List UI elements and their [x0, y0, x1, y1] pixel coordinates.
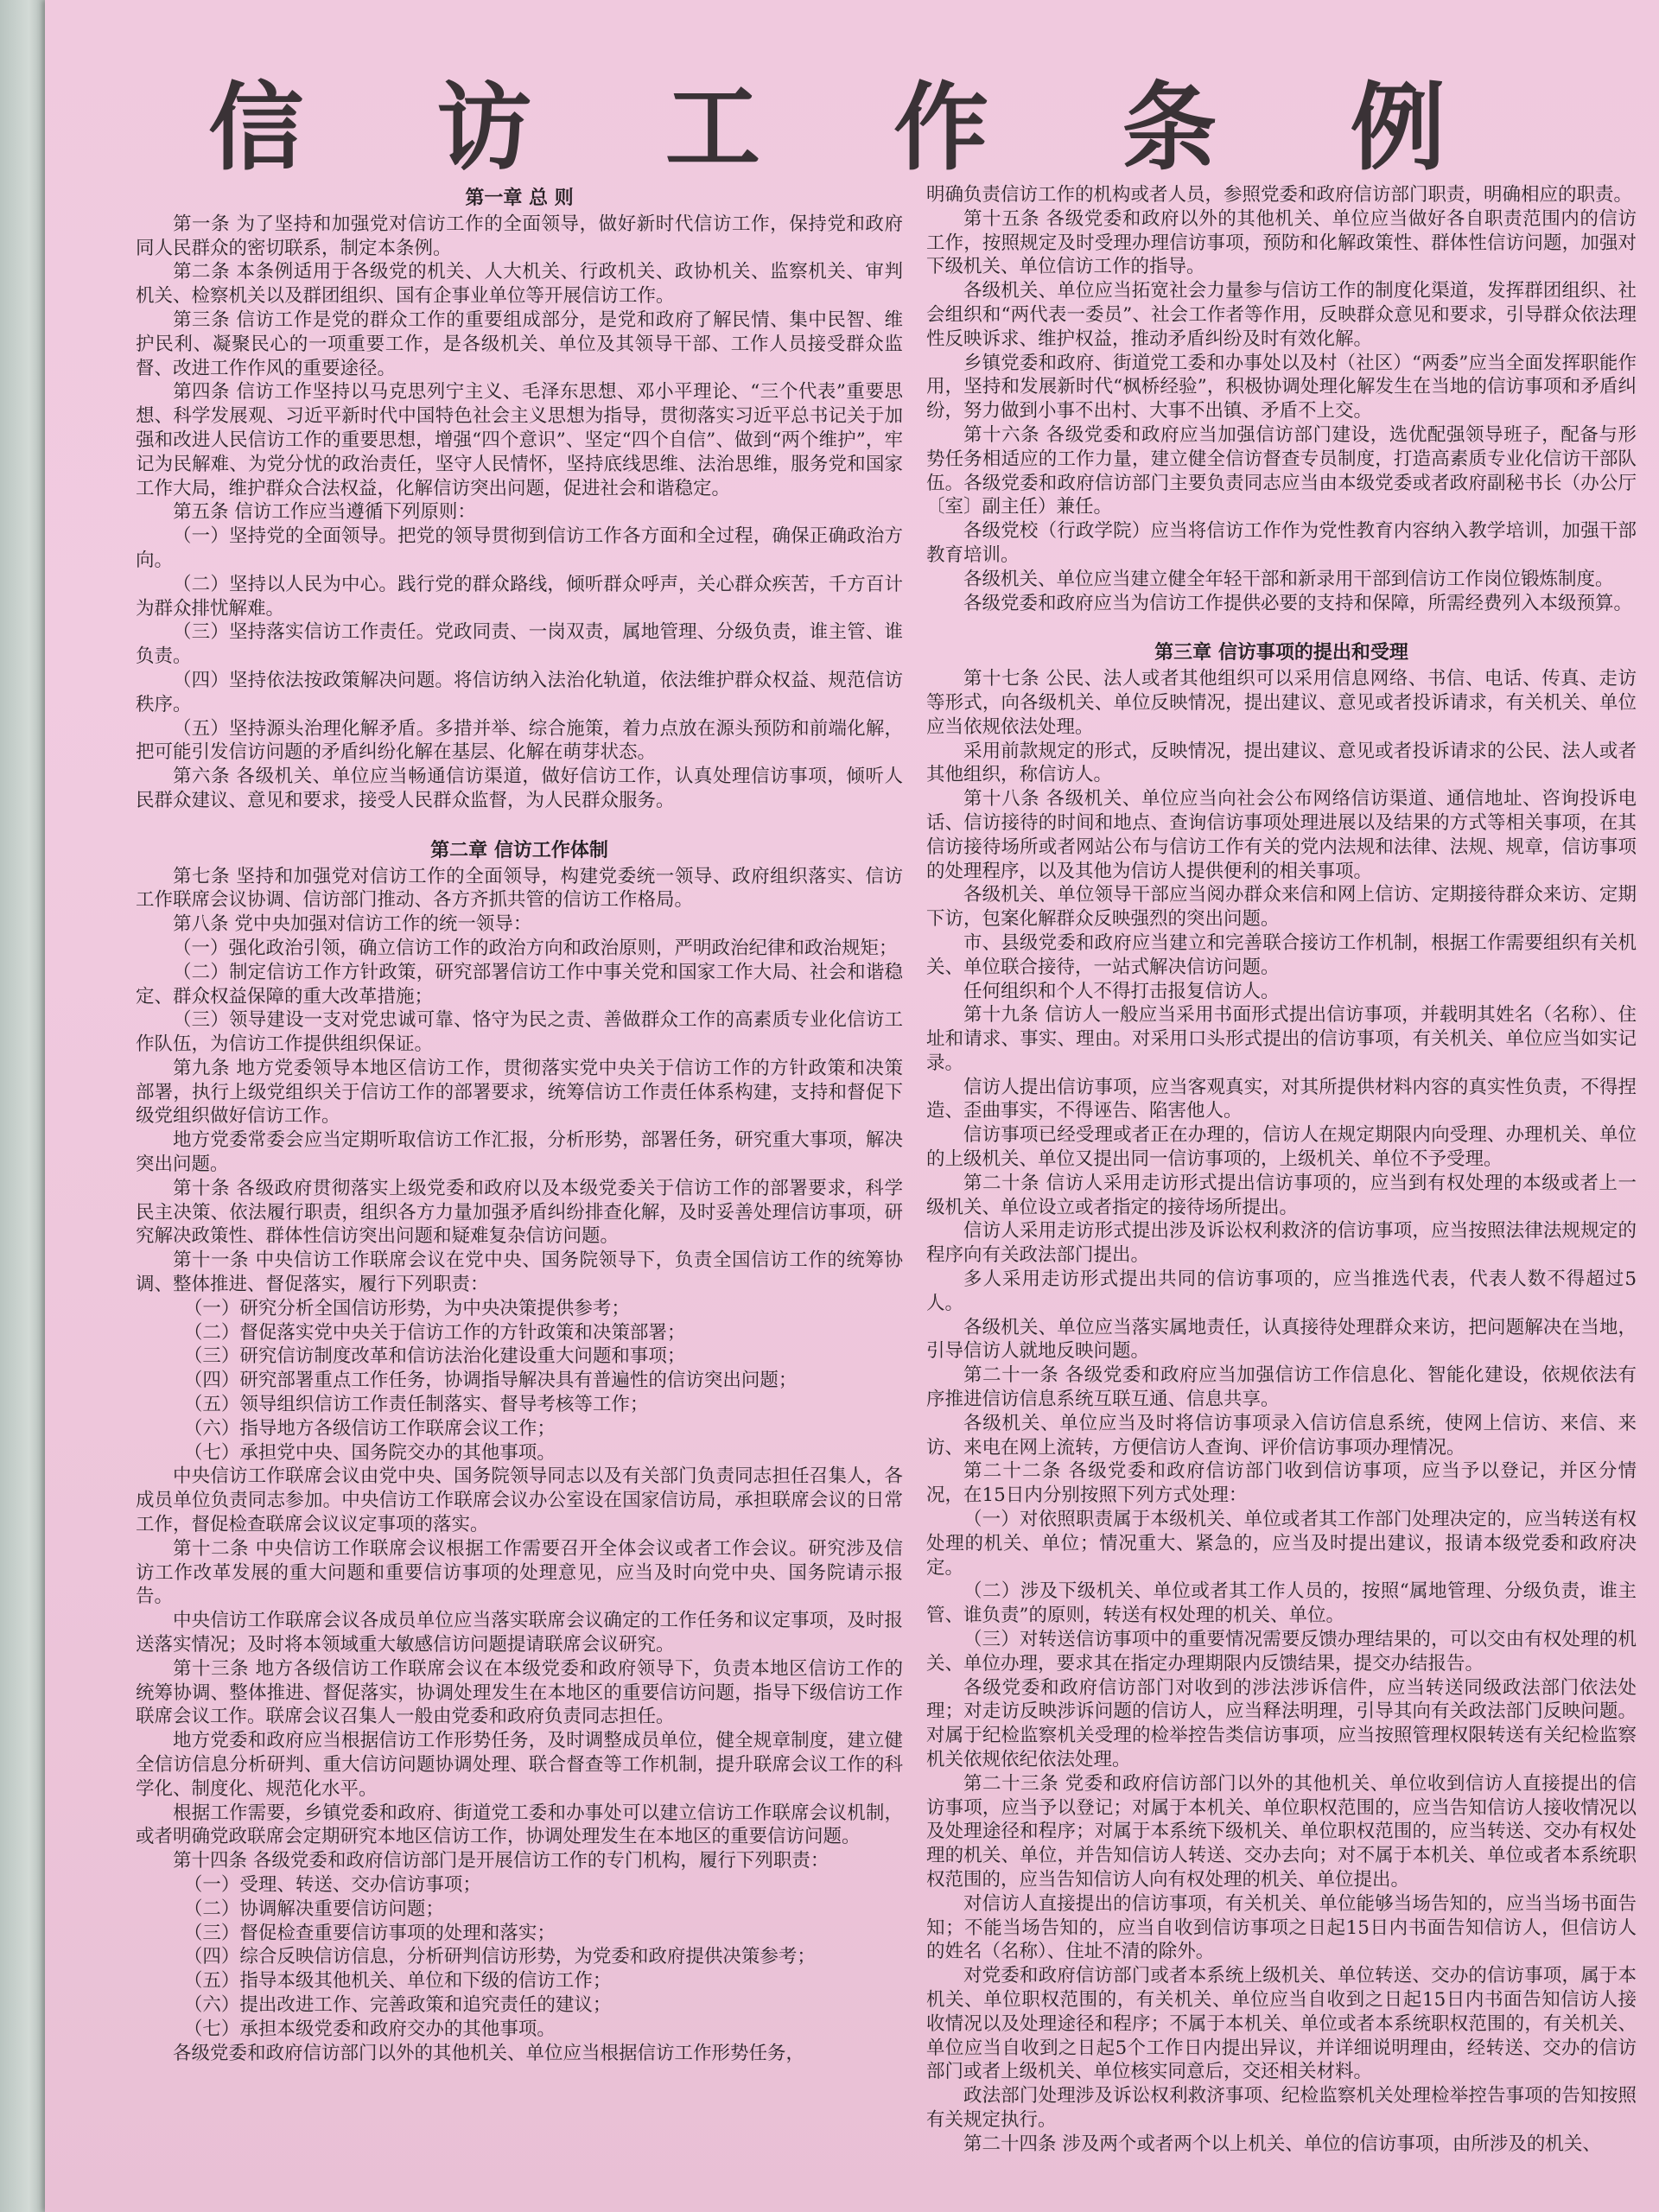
- list-item: （三）对转送信访事项中的重要情况需要反馈办理结果的，可以交由有权处理的机关、单位办理，要求其在指定办理期限内反馈结果，提交办结报告。: [926, 1629, 1637, 1675]
- article-paragraph: 中央信访工作联席会议由党中央、国务院领导同志以及有关部门负责同志担任召集人，各成员单位负责同志参加。中央信访工作联席会议办公室设在国家信访局，承担联席会议的日常工作，督促检查联席会议议定事项的落实。: [136, 1465, 903, 1536]
- list-item: （二）坚持以人民为中心。践行党的群众路线，倾听群众呼声，关心群众疾苦，千方百计为群众排忧解难。: [136, 573, 903, 620]
- article-paragraph: 各级机关、单位应当拓宽社会力量参与信访工作的制度化渠道，发挥群团组织、社会组织和“两代表一委员”、社会工作者等作用，反映群众意见和要求，引导群众依法理性反映诉求、维护权益，推动矛盾纠纷及时有效化解。: [926, 280, 1637, 350]
- article-paragraph: 第十七条 公民、法人或者其他组织可以采用信息网络、书信、电话、传真、走访等形式，向各级机关、单位反映情况，提出建议、意见或者投诉请求，有关机关、单位应当依规依法处理。: [926, 668, 1637, 738]
- list-item: （二）制定信访工作方针政策，研究部署信访工作中事关党和国家工作大局、社会和谐稳定、群众权益保障的重大改革措施；: [136, 961, 903, 1007]
- list-item: （一）对依照职责属于本级机关、单位或者其工作部门处理决定的，应当转送有权处理的机关、单位；情况重大、紧急的，应当及时提出建议，报请本级党委和政府决定。: [926, 1509, 1637, 1579]
- article-paragraph: 第二十三条 党委和政府信访部门以外的其他机关、单位收到信访人直接提出的信访事项，应当予以登记；对属于本机关、单位职权范围的，应当告知信访人接收情况以及处理途径和程序；对属于本系统下级机关、单位职权范围的，应当转送、交办有权处理的机关、单位，并告知信访人转送、交办去向；对不属于本机关、单位或者本系统职权范围的，应当告知信访人向有权处理的机关、单位提出。: [926, 1772, 1637, 1891]
- article-paragraph: 第十四条 各级党委和政府信访部门是开展信访工作的专门机构，履行下列职责：: [173, 1850, 830, 1872]
- article-paragraph: 各级机关、单位领导干部应当阅办群众来信和网上信访、定期接待群众来访、定期下访，包案化解群众反映强烈的突出问题。: [926, 884, 1637, 931]
- article-paragraph: 第二十四条 涉及两个或者两个以上机关、单位的信访事项，由所涉及的机关、: [963, 2133, 1601, 2155]
- list-item: （五）坚持源头治理化解矛盾。多措并举、综合施策，着力点放在源头预防和前端化解，把可能引发信访问题的矛盾纠纷化解在基层、化解在萌芽状态。: [136, 717, 903, 764]
- article-paragraph: 各级党委和政府信访部门以外的其他机关、单位应当根据信访工作形势任务，: [173, 2042, 805, 2064]
- poster-title: 信 访 工 作 条 例: [208, 72, 1496, 183]
- article-paragraph: 各级党委和政府应当为信访工作提供必要的支持和保障，所需经费列入本级预算。: [963, 592, 1633, 614]
- article-paragraph: 任何组织和个人不得打击报复信访人。: [963, 980, 1280, 1002]
- article-paragraph: 第二条 本条例适用于各级党的机关、人大机关、行政机关、政协机关、监察机关、审判机关、检察机关以及群团组织、国有企事业单位等开展信访工作。: [136, 261, 903, 308]
- article-paragraph: 根据工作需要，乡镇党委和政府、街道党工委和办事处可以建立信访工作联席会议机制，或者明确党政联席会定期研究本地区信访工作，协调处理发生在本地区的重要信访问题。: [136, 1802, 903, 1848]
- list-item: （三）领导建设一支对党忠诚可靠、恪守为民之责、善做群众工作的高素质专业化信访工作队伍，为信访工作提供组织保证。: [136, 1009, 903, 1056]
- article-paragraph: 第七条 坚持和加强党对信访工作的全面领导，构建党委统一领导、政府组织落实、信访工作联席会议协调、信访部门推动、各方齐抓共管的信访工作格局。: [136, 865, 903, 912]
- article-paragraph: 信访事项已经受理或者正在办理的，信访人在规定期限内向受理、办理机关、单位的上级机关、单位又提出同一信访事项的，上级机关、单位不予受理。: [926, 1124, 1637, 1171]
- list-item: （一）强化政治引领，确立信访工作的政治方向和政治原则，严明政治纪律和政治规矩；: [173, 937, 898, 959]
- article-paragraph: 信访人采用走访形式提出涉及诉讼权利救济的信访事项，应当按照法律法规规定的程序向有关政法部门提出。: [926, 1220, 1637, 1267]
- article-paragraph: 中央信访工作联席会议各成员单位应当落实联席会议确定的工作任务和议定事项，及时报送落实情况；及时将本领域重大敏感信访问题提请联席会议研究。: [136, 1610, 903, 1656]
- article-paragraph: 第十六条 各级党委和政府应当加强信访部门建设，选优配强领导班子，配备与形势任务相适应的工作力量，建立健全信访督查专员制度，打造高素质专业化信访干部队伍。各级党委和政府信访部门主要负责同志应当由本级党委或者政府副秘书长（办公厅〔室〕副主任）兼任。: [926, 423, 1637, 518]
- article-paragraph: 各级党委和政府信访部门对收到的涉法涉诉信件，应当转送同级政法部门依法处理；对走访反映涉诉问题的信访人，应当释法明理，引导其向有关政法部门反映问题。对属于纪检监察机关受理的检举控告类信访事项，应当按照管理权限转送有关纪检监察机关依规依纪依法处理。: [926, 1676, 1637, 1770]
- list-item: （二）涉及下级机关、单位或者其工作人员的，按照“属地管理、分级负责，谁主管、谁负责”的原则，转送有权处理的机关、单位。: [926, 1580, 1637, 1627]
- article-paragraph: 第十一条 中央信访工作联席会议在党中央、国务院领导下，负责全国信访工作的统筹协调、整体推进、督促落实，履行下列职责：: [136, 1249, 903, 1296]
- article-paragraph: 第十三条 地方各级信访工作联席会议在本级党委和政府领导下，负责本地区信访工作的统筹协调、整体推进、督促落实，协调处理发生在本地区的重要信访问题，指导下级信访工作联席会议工作。联席会议召集人一般由党委和政府负责同志担任。: [136, 1657, 903, 1728]
- article-paragraph: 第一条 为了坚持和加强党对信访工作的全面领导，做好新时代信访工作，保持党和政府同人民群众的密切联系，制定本条例。: [136, 213, 903, 259]
- right-text-column: [926, 183, 1637, 2196]
- list-item: （五）领导组织信访工作责任制落实、督导考核等工作；: [183, 1394, 649, 1416]
- list-item: （四）坚持依法按政策解决问题。将信访纳入法治化轨道，依法维护群众权益、规范信访秩序。: [136, 669, 903, 715]
- article-paragraph: 信访人提出信访事项，应当客观真实，对其所提供材料内容的真实性负责，不得捏造、歪曲事实，不得诬告、陷害他人。: [926, 1076, 1637, 1122]
- article-paragraph: 对信访人直接提出的信访事项，有关机关、单位能够当场告知的，应当当场书面告知；不能当场告知的，应当自收到信访事项之日起15日内书面告知信访人，但信访人的姓名（名称）、住址不清的除外。: [926, 1892, 1637, 1963]
- list-item: （六）指导地方各级信访工作联席会议工作；: [183, 1417, 556, 1440]
- article-paragraph: 政法部门处理涉及诉讼权利救济事项、纪检监察机关处理检举控告事项的告知按照有关规定执行。: [926, 2085, 1637, 2131]
- list-item: （四）综合反映信访信息，分析研判信访形势，为党委和政府提供决策参考；: [183, 1946, 816, 1968]
- section-gap: [926, 615, 1637, 638]
- article-paragraph: 第十二条 中央信访工作联席会议根据工作需要召开全体会议或者工作会议。研究涉及信访工作改革发展的重大问题和重要信访事项的处理意见，应当及时向党中央、国务院请示报告。: [136, 1537, 903, 1608]
- article-paragraph: 第六条 各级机关、单位应当畅通信访渠道，做好信访工作，认真处理信访事项，倾听人民群众建议、意见和要求，接受人民群众监督，为人民群众服务。: [136, 766, 903, 811]
- article-paragraph: 多人采用走访形式提出共同的信访事项的，应当推选代表，代表人数不得超过5人。: [926, 1268, 1637, 1314]
- list-item: （五）指导本级其他机关、单位和下级的信访工作；: [183, 1970, 612, 1993]
- article-paragraph: 第九条 地方党委领导本地区信访工作，贯彻落实党中央关于信访工作的方针政策和决策部署，执行上级党组织关于信访工作的部署要求，统筹信访工作责任体系构建，支持和督促下级党组织做好信访工作。: [136, 1057, 903, 1128]
- list-item: （三）督促检查重要信访事项的处理和落实；: [183, 1922, 556, 1944]
- list-item: （四）研究部署重点工作任务，协调指导解决具有普遍性的信访突出问题；: [183, 1370, 798, 1392]
- article-paragraph: 第十条 各级政府贯彻落实上级党委和政府以及本级党委关于信访工作的部署要求，科学民主决策、依法履行职责，组织各方力量加强矛盾纠纷排查化解，及时妥善处理信访事项，研究解决政策性、群体性信访突出问题和疑难复杂信访问题。: [136, 1177, 903, 1248]
- list-item: （七）承担党中央、国务院交办的其他事项。: [183, 1441, 556, 1464]
- article-paragraph: 第十八条 各级机关、单位应当向社会公布网络信访渠道、通信地址、咨询投诉电话、信访接待的时间和地点、查询信访事项处理进展以及结果的方式等相关事项，在其信访接待场所或者网站公布与信访工作有关的党内法规和法律、法规、规章，信访事项的处理程序，以及其他为信访人提供便利的相关事项。: [926, 788, 1637, 882]
- left-text-column: [136, 183, 903, 2196]
- article-paragraph: 第三条 信访工作是党的群众工作的重要组成部分，是党和政府了解民情、集中民智、维护民利、凝聚民心的一项重要工作，是各级机关、单位及其领导干部、工作人员接受群众监督、改进工作作风的重要途径。: [136, 308, 903, 379]
- article-paragraph: 乡镇党委和政府、街道党工委和办事处以及村（社区）“两委”应当全面发挥职能作用，坚持和发展新时代“枫桥经验”，积极协调处理化解发生在当地的信访事项和矛盾纠纷，努力做到小事不出村、大事不出镇、矛盾不上交。: [926, 352, 1637, 423]
- article-paragraph: 第八条 党中央加强对信访工作的统一领导：: [173, 913, 532, 936]
- article-paragraph: 第四条 信访工作坚持以马克思列宁主义、毛泽东思想、邓小平理论、“三个代表”重要思想、科学发展观、习近平新时代中国特色社会主义思想为指导，贯彻落实习近平总书记关于加强和改进人民信访工作的重要思想，增强“四个意识”、坚定“四个自信”、做到“两个维护”，牢记为民解难、为党分忧的政治责任，坚守人民情怀，坚持底线思维、法治思维，服务党和国家工作大局，维护群众合法权益，化解信访突出问题，促进社会和谐稳定。: [136, 381, 903, 499]
- article-paragraph: 采用前款规定的形式，反映情况，提出建议、意见或者投诉请求的公民、法人或者其他组织，称信访人。: [926, 740, 1637, 786]
- article-paragraph: 第五条 信访工作应当遵循下列原则：: [173, 501, 476, 524]
- chapter-heading: 第三章 信访事项的提出和受理: [1154, 642, 1408, 664]
- article-paragraph: 地方党委和政府应当根据信访工作形势任务，及时调整成员单位，健全规章制度，建立健全信访信息分析研判、重大信访问题协调处理、联合督查等工作机制，提升联席会议工作的科学化、制度化、规范化水平。: [136, 1730, 903, 1800]
- list-item: （六）提出改进工作、完善政策和追究责任的建议；: [183, 1993, 612, 2016]
- list-item: （一）坚持党的全面领导。把党的领导贯彻到信访工作各方面和全过程，确保正确政治方向。: [136, 525, 903, 571]
- article-paragraph: 市、县级党委和政府应当建立和完善联合接访工作机制，根据工作需要组织有关机关、单位联合接待，一站式解决信访问题。: [926, 931, 1637, 978]
- chapter-heading: 第一章 总 则: [465, 188, 574, 209]
- list-item: （一）研究分析全国信访形势，为中央决策提供参考；: [183, 1297, 630, 1319]
- article-paragraph: 地方党委常委会应当定期听取信访工作汇报，分析形势，部署任务，研究重大事项，解决突出问题。: [136, 1129, 903, 1176]
- list-item: （三）坚持落实信访工作责任。党政同责、一岗双责，属地管理、分级负责，谁主管、谁负责。: [136, 621, 903, 668]
- list-item: （七）承担本级党委和政府交办的其他事项。: [183, 2018, 556, 2040]
- article-paragraph: 各级机关、单位应当落实属地责任，认真接待处理群众来访，把问题解决在当地，引导信访人就地反映问题。: [926, 1316, 1637, 1363]
- article-paragraph: 对党委和政府信访部门或者本系统上级机关、单位转送、交办的信访事项，属于本机关、单位职权范围的，有关机关、单位应当自收到之日起15日内书面告知信访人接收情况以及处理途径和程序；不属于本机关、单位或者本系统职权范围的，有关机关、单位应当自收到之日起5个工作日内提出异议，并详细说明理由，经转送、交办的信访部门或者上级机关、单位核实同意后，交还相关材料。: [926, 1965, 1637, 2083]
- list-item: （三）研究信访制度改革和信访法治化建设重大问题和事项；: [183, 1345, 686, 1368]
- list-item: （一）受理、转送、交办信访事项；: [183, 1873, 481, 1896]
- article-paragraph: 第二十二条 各级党委和政府信访部门收到信访事项，应当予以登记，并区分情况，在15日内分别按照下列方式处理：: [926, 1460, 1637, 1507]
- section-gap: [136, 813, 903, 836]
- article-paragraph: 第十五条 各级党委和政府以外的其他机关、单位应当做好各自职责范围内的信访工作，按照规定及时受理办理信访事项，预防和化解政策性、群体性信访问题，加强对下级机关、单位信访工作的指导。: [926, 207, 1637, 278]
- article-paragraph: 第二十条 信访人采用走访形式提出信访事项的，应当到有权处理的本级或者上一级机关、单位设立或者指定的接待场所提出。: [926, 1172, 1637, 1218]
- article-paragraph: 第十九条 信访人一般应当采用书面形式提出信访事项，并载明其姓名（名称）、住址和请求、事实、理由。对采用口头形式提出的信访事项，有关机关、单位应当如实记录。: [926, 1004, 1637, 1074]
- article-paragraph: 各级机关、单位应当建立健全年轻干部和新录用干部到信访工作岗位锻炼制度。: [963, 568, 1614, 590]
- background-wall-left: [0, 0, 48, 2212]
- article-paragraph: 第二十一条 各级党委和政府应当加强信访工作信息化、智能化建设，依规依法有序推进信访信息系统互联互通、信息共享。: [926, 1364, 1637, 1411]
- article-paragraph: 各级党校（行政学院）应当将信访工作作为党性教育内容纳入教学培训，加强干部教育培训。: [926, 520, 1637, 566]
- article-paragraph: 各级机关、单位应当及时将信访事项录入信访信息系统，使网上信访、来信、来访、来电在网上流转，方便信访人查询、评价信访事项办理情况。: [926, 1412, 1637, 1459]
- list-item: （二）协调解决重要信访问题；: [183, 1897, 444, 1920]
- regulation-poster: [45, 0, 1659, 2212]
- paragraph-continuation: 明确负责信访工作的机构或者人员，参照党委和政府信访部门职责，明确相应的职责。: [926, 184, 1633, 206]
- list-item: （二）督促落实党中央关于信访工作的方针政策和决策部署；: [183, 1321, 686, 1344]
- chapter-heading: 第二章 信访工作体制: [430, 839, 608, 861]
